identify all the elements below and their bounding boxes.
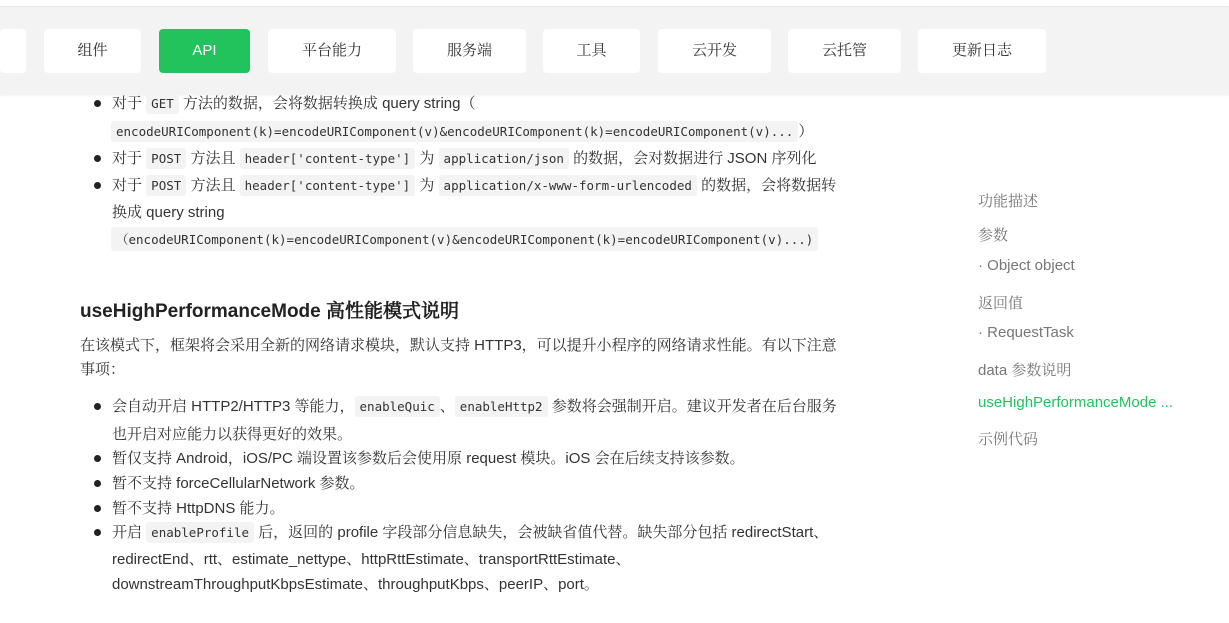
tab-components[interactable]: 组件 [44,29,141,73]
list-item-continuation: downstreamThroughputKbpsEstimate、throughputKbps、peerIP、port。 [112,576,599,593]
toc-item-high-performance[interactable]: useHighPerformanceMode ... [978,394,1174,411]
inline-code: header['content-type'] [240,175,416,196]
bullet-dot [94,505,101,512]
list-text: 的数据，会将数据转 [696,177,837,194]
list-text: 参数将会强制开启。建议开发者在后台服务 [547,398,837,415]
toc-item-description[interactable]: 功能描述 [978,193,1039,210]
paragraph: 事项： [80,361,126,378]
list-item [112,149,816,169]
inline-code: GET [146,93,179,114]
list-text: 为 [415,150,439,167]
paragraph: 在该模式下，框架将会采用全新的网络请求模块，默认支持 HTTP3，可以提升小程序的网络请求性能。有以下注意 [80,337,837,354]
tab-cloud-dev[interactable]: 云开发 [658,29,771,73]
list-item-continuation: redirectEnd、rtt、estimate_nettype、httpRttEstimate、transportRttEstimate、 [112,551,631,568]
tab-server[interactable]: 服务端 [413,29,526,73]
tab-cloud-hosting[interactable]: 云托管 [788,29,901,73]
top-nav [0,6,1229,94]
tab-changelog[interactable]: 更新日志 [918,29,1046,73]
list-text: 会自动开启 HTTP2/HTTP3 等能力， [112,398,355,415]
list-text: 对于 [112,95,147,112]
bullet-dot [94,403,101,410]
inline-code: enableQuic [355,396,440,417]
list-item-continuation: 也开启对应能力以获得更好的效果。 [112,426,353,443]
toc-item-requesttask[interactable]: · RequestTask [978,324,1074,341]
list-text: 的数据，会对数据进行 JSON 序列化 [568,150,817,167]
list-text: 方法且 [186,177,240,194]
list-text: 开启 [112,524,147,541]
inline-code: POST [146,175,186,196]
inline-code: enableProfile [146,522,254,543]
list-item [112,397,837,417]
bullet-dot [94,455,101,462]
tab-partial[interactable] [0,29,26,73]
inline-code: POST [146,148,186,169]
inline-code: application/x-www-form-urlencoded [439,175,697,196]
inline-code: header['content-type'] [240,148,416,169]
list-item-continuation: 换成 query string [112,204,225,221]
toc-item-example[interactable]: 示例代码 [978,431,1039,448]
list-text: 对于 [112,177,147,194]
list-text: 方法的数据，会将数据转换成 query string（ [178,95,476,112]
tab-api[interactable]: API [159,29,250,73]
list-text: ） [798,123,814,140]
toc-item-params[interactable]: 参数 [978,227,1009,244]
inline-code: encodeURIComponent(k)=encodeURIComponent(v)&encodeURIComponent(k)=encodeURIComponent(v)... [111,121,798,142]
tab-tools[interactable]: 工具 [543,29,640,73]
section-heading: useHighPerformanceMode 高性能模式说明 [80,301,459,322]
tab-platform[interactable]: 平台能力 [268,29,396,73]
bullet-dot [94,529,101,536]
list-item: 暂不支持 forceCellularNetwork 参数。 [112,475,365,492]
list-item [112,94,475,114]
list-item: 暂不支持 HttpDNS 能力。 [112,500,285,517]
code-block: （encodeURIComponent(k)=encodeURIComponent(v)&encodeURIComponent(k)=encodeURIComponent(v)...) [111,227,818,251]
bullet-dot [94,155,101,162]
inline-code: enableHttp2 [455,396,548,417]
list-item: 暂仅支持 Android，iOS/PC 端设置该参数后会使用原 request 模块。iOS 会在后续支持该参数。 [112,450,745,467]
toc-item-data-params[interactable]: data 参数说明 [978,362,1072,379]
list-item [112,176,836,196]
bullet-dot [94,100,101,107]
list-text: 方法且 [186,150,240,167]
bullet-dot [94,182,101,189]
list-item-continuation [111,122,813,142]
list-text: 为 [415,177,439,194]
toc-item-return[interactable]: 返回值 [978,295,1024,312]
toc-item-object[interactable]: · Object object [978,257,1075,274]
inline-code: application/json [439,148,569,169]
list-text: 、 [439,398,455,415]
list-item [112,523,828,543]
list-text: 后，返回的 profile 字段部分信息缺失，会被缺省值代替。缺失部分包括 redirectStart、 [254,524,829,541]
bullet-dot [94,480,101,487]
list-text: 对于 [112,150,147,167]
